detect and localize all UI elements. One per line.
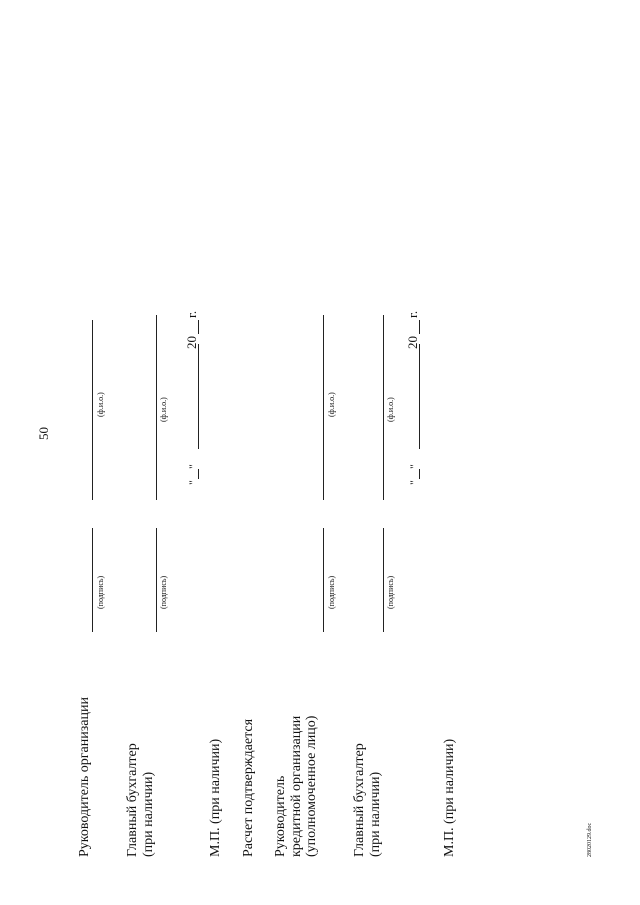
bank-head-line2: кредитной организации [288,715,304,857]
bank-accountant-name-line [383,315,384,500]
bank-accountant-signature-caption: (подпись) [386,575,395,609]
date-year-suffix-1: г. [184,310,199,318]
date-year-prefix-1: 20 [184,336,199,349]
chief-accountant-line1: Главный бухгалтер [125,743,140,857]
chief-accountant-name-caption: (ф.и.о.) [159,397,168,422]
date-year-line-2 [419,320,420,334]
stamp-label-2: М.П. (при наличии) [442,738,457,857]
chief-accountant-signature-line [156,528,157,632]
head-of-organization-label: Руководитель организации [77,697,92,857]
bank-head-line3: (уполномоченное лицо) [304,715,320,857]
chief-accountant-signature-caption: (подпись) [159,575,168,609]
calculation-confirmed-label: Расчет подтверждается [241,718,256,857]
date-day-line-1 [198,469,199,479]
date-open-quote-1: " [186,480,200,485]
date-day-line-2 [419,469,420,479]
date-open-quote-2: " [407,480,421,485]
date-year-line-1 [198,320,199,334]
page-number: 50 [36,427,51,440]
head-name-line [92,320,93,500]
bank-head-signature-line [323,528,324,632]
chief-accountant-name-line [156,315,157,500]
stamp-label-1: М.П. (при наличии) [208,738,223,857]
bank-accountant-signature-line [383,528,384,632]
bank-head-signature-caption: (подпись) [327,575,336,609]
chief-accountant-label [125,743,156,857]
bank-head-label [273,716,320,857]
date-year-suffix-2: г. [405,310,420,318]
head-name-caption: (ф.и.о.) [96,392,105,417]
chief-accountant-line2: (при наличии) [140,771,156,857]
bank-accountant-line2: (при наличии) [367,771,383,857]
date-month-line-1 [198,344,199,449]
bank-accountant-name-caption: (ф.и.о.) [386,397,395,422]
date-month-line-2 [419,344,420,449]
head-signature-line [92,528,93,632]
date-close-quote-2: " [407,464,421,469]
file-name-footer: 28020129.doc [587,822,593,857]
head-signature-caption: (подпись) [96,575,105,609]
date-close-quote-1: " [186,464,200,469]
bank-accountant-line1: Главный бухгалтер [352,743,367,857]
bank-head-line1: Руководитель [273,775,288,857]
bank-accountant-label [352,743,383,857]
bank-head-name-line [323,315,324,500]
bank-head-name-caption: (ф.и.о.) [327,392,336,417]
date-year-prefix-2: 20 [405,336,420,349]
